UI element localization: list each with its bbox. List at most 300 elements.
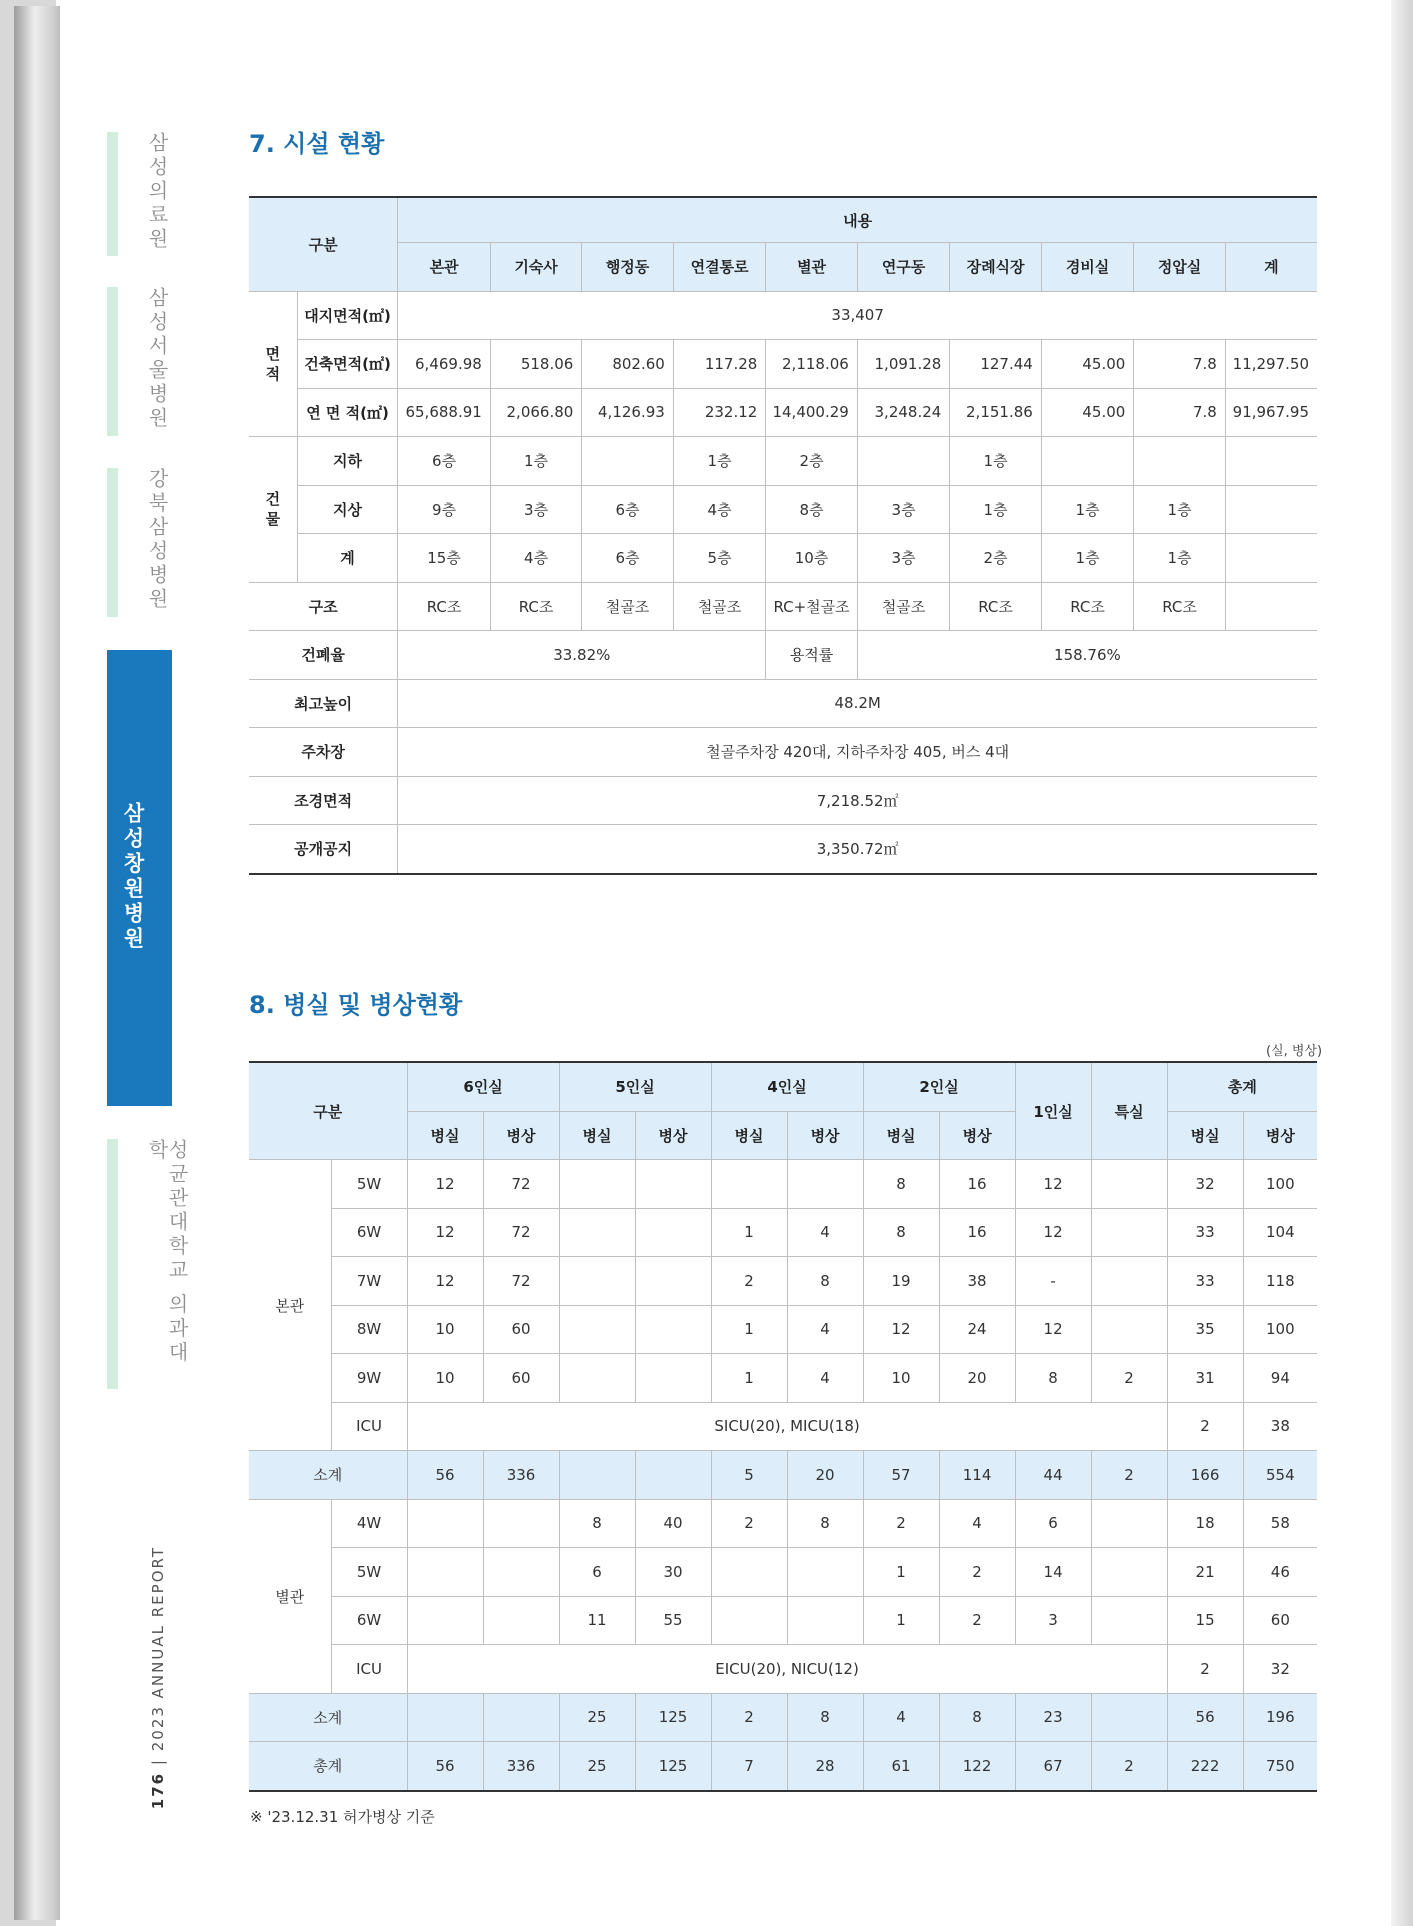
ward-row [249, 1548, 1317, 1597]
subheader-beds: 병상 [939, 1111, 1015, 1160]
value-cell: 2,151.86 [950, 388, 1042, 437]
value-cell: 3층 [490, 485, 582, 534]
value-cell: 1층 [1041, 485, 1134, 534]
value-cell [1041, 437, 1134, 486]
column-header: 기숙사 [490, 243, 582, 292]
ward-cell: 8 [787, 1257, 863, 1306]
sidebar-item-label: 강북삼성병원 [145, 468, 169, 612]
ward-cell [559, 1305, 635, 1354]
ward-row [249, 1160, 1317, 1209]
subheader-rooms: 병실 [407, 1111, 483, 1160]
building-label: 본관 [249, 1160, 331, 1451]
ward-cell [787, 1596, 863, 1645]
icu-detail: SICU(20), MICU(18) [407, 1402, 1167, 1451]
ward-cell: 60 [483, 1305, 559, 1354]
value-cell: 45.00 [1041, 340, 1134, 389]
ward-cell [483, 1596, 559, 1645]
value-cell: 6층 [582, 534, 674, 583]
ward-cell [559, 1208, 635, 1257]
sidebar-item-label: 삼성창원병원 [121, 802, 145, 952]
value-cell: 1층 [673, 437, 766, 486]
subheader-rooms: 병실 [711, 1111, 787, 1160]
value-cell: 65,688.91 [398, 388, 491, 437]
column-header: 경비실 [1041, 243, 1134, 292]
wards-table [249, 1061, 1317, 1792]
parking-value: 철골주차장 420대, 지하주차장 405, 버스 4대 [398, 728, 1317, 777]
subtotal-cell [483, 1693, 559, 1742]
ward-label: 9W [331, 1354, 407, 1403]
footer-separator: | [149, 1758, 167, 1766]
row-label: 대지면적(㎡) [297, 291, 398, 340]
value-cell: 철골조 [857, 582, 950, 631]
value-cell: 1층 [1134, 534, 1226, 583]
subheader-beds: 병상 [787, 1111, 863, 1160]
open-space-value: 3,350.72㎡ [398, 825, 1317, 874]
value-cell: 1층 [1041, 534, 1134, 583]
ward-cell: 58 [1243, 1499, 1317, 1548]
value-cell: 2,066.80 [490, 388, 582, 437]
ward-cell: 10 [407, 1354, 483, 1403]
value-cell: 철골조 [673, 582, 766, 631]
ward-cell [1091, 1499, 1167, 1548]
value-cell: 10층 [766, 534, 858, 583]
value-cell: 9층 [398, 485, 491, 534]
subtotal-cell: 57 [863, 1451, 939, 1500]
ward-cell: 40 [635, 1499, 711, 1548]
value-cell: 철골조 [582, 582, 674, 631]
ward-cell: 60 [483, 1354, 559, 1403]
icu-detail: EICU(20), NICU(12) [407, 1645, 1167, 1694]
grand-total-label: 총계 [249, 1742, 407, 1791]
value-cell: 7.8 [1134, 340, 1226, 389]
ward-cell: 31 [1167, 1354, 1243, 1403]
sidebar-item-label: 성균관대학교 의과대학 [145, 1139, 189, 1366]
grand-total-cell: 7 [711, 1742, 787, 1791]
ward-cell: 10 [863, 1354, 939, 1403]
page-number: 176 [149, 1771, 167, 1810]
icu-rooms: 2 [1167, 1645, 1243, 1694]
value-cell: 3층 [857, 485, 950, 534]
icu-rooms: 2 [1167, 1402, 1243, 1451]
header-2bed: 2인실 [863, 1062, 1015, 1111]
grand-total-cell: 122 [939, 1742, 1015, 1791]
subtotal-cell [1091, 1693, 1167, 1742]
grand-total-cell: 28 [787, 1742, 863, 1791]
value-cell: 6층 [582, 485, 674, 534]
sidebar-item-samsung-medical[interactable] [107, 132, 171, 256]
ward-cell [483, 1499, 559, 1548]
value-cell: 1층 [950, 485, 1042, 534]
height-value: 48.2M [398, 679, 1317, 728]
ward-cell [635, 1305, 711, 1354]
grand-total-cell: 2 [1091, 1742, 1167, 1791]
value-cell: 1층 [490, 437, 582, 486]
value-cell: RC조 [950, 582, 1042, 631]
ward-label: ICU [331, 1402, 407, 1451]
ward-cell [711, 1548, 787, 1597]
sidebar-item-label: 삼성서울병원 [145, 287, 169, 431]
value-cell: 15층 [398, 534, 491, 583]
value-cell: 2층 [950, 534, 1042, 583]
value-cell: 117.28 [673, 340, 766, 389]
grand-total-cell: 750 [1243, 1742, 1317, 1791]
ward-cell: 16 [939, 1160, 1015, 1209]
ward-cell: 12 [863, 1305, 939, 1354]
column-header: 연구동 [857, 243, 950, 292]
column-header: 본관 [398, 243, 491, 292]
ward-cell: 2 [1091, 1354, 1167, 1403]
grand-total-cell: 222 [1167, 1742, 1243, 1791]
ward-row [249, 1208, 1317, 1257]
ward-cell: 14 [1015, 1548, 1091, 1597]
icu-row [249, 1402, 1317, 1451]
subtotal-cell: 56 [407, 1451, 483, 1500]
ward-cell: 12 [1015, 1305, 1091, 1354]
value-cell: RC조 [398, 582, 491, 631]
value-cell: RC+철골조 [766, 582, 858, 631]
grand-total-cell: 67 [1015, 1742, 1091, 1791]
ward-cell: 4 [787, 1354, 863, 1403]
value-cell: 127.44 [950, 340, 1042, 389]
value-cell: 7.8 [1134, 388, 1226, 437]
icu-beds: 32 [1243, 1645, 1317, 1694]
value-cell: 91,967.95 [1225, 388, 1317, 437]
ward-cell: 15 [1167, 1596, 1243, 1645]
subtotal-cell: 44 [1015, 1451, 1091, 1500]
value-cell: 802.60 [582, 340, 674, 389]
header-single: 1인실 [1015, 1062, 1091, 1160]
icu-beds: 38 [1243, 1402, 1317, 1451]
subtotal-cell [635, 1451, 711, 1500]
ward-cell [1091, 1208, 1167, 1257]
ward-row [249, 1305, 1317, 1354]
landscape-value: 7,218.52㎡ [398, 776, 1317, 825]
subheader-beds: 병상 [635, 1111, 711, 1160]
value-cell: 232.12 [673, 388, 766, 437]
page-footer [151, 1546, 166, 1809]
subtotal-cell: 336 [483, 1451, 559, 1500]
ward-cell: 12 [407, 1208, 483, 1257]
far-value: 158.76% [857, 631, 1317, 680]
subheader-rooms: 병실 [559, 1111, 635, 1160]
ward-cell: 12 [407, 1160, 483, 1209]
ward-cell: 1 [711, 1305, 787, 1354]
subtotal-cell: 56 [1167, 1693, 1243, 1742]
ward-cell: 8 [863, 1160, 939, 1209]
value-cell [1225, 534, 1317, 583]
ward-cell: 2 [863, 1499, 939, 1548]
ward-cell [559, 1354, 635, 1403]
building-label: 별관 [249, 1499, 331, 1693]
row-label: 공개공지 [249, 825, 398, 874]
ward-cell: 118 [1243, 1257, 1317, 1306]
value-cell: 45.00 [1041, 388, 1134, 437]
sidebar-marker [107, 1139, 118, 1389]
ward-cell: 16 [939, 1208, 1015, 1257]
column-header: 별관 [766, 243, 858, 292]
ward-cell: - [1015, 1257, 1091, 1306]
column-header: 장례식장 [950, 243, 1042, 292]
value-cell: 2층 [766, 437, 858, 486]
header-5bed: 5인실 [559, 1062, 711, 1111]
subheader-rooms: 병실 [1167, 1111, 1243, 1160]
value-cell: RC조 [1134, 582, 1226, 631]
ward-label: 6W [331, 1596, 407, 1645]
subtotal-cell: 2 [711, 1693, 787, 1742]
book-spine [14, 6, 60, 1920]
row-label: 주차장 [249, 728, 398, 777]
ward-label: 6W [331, 1208, 407, 1257]
ward-cell: 33 [1167, 1208, 1243, 1257]
row-label: 연 면 적(㎡) [297, 388, 398, 437]
ward-cell: 35 [1167, 1305, 1243, 1354]
ward-cell [787, 1548, 863, 1597]
subtotal-cell: 8 [939, 1693, 1015, 1742]
value-cell [582, 437, 674, 486]
ward-cell [1091, 1257, 1167, 1306]
header-4bed: 4인실 [711, 1062, 863, 1111]
ward-cell: 100 [1243, 1160, 1317, 1209]
ward-cell: 11 [559, 1596, 635, 1645]
row-label: 건축면적(㎡) [297, 340, 398, 389]
ward-cell: 33 [1167, 1257, 1243, 1306]
subtotal-cell: 2 [1091, 1451, 1167, 1500]
value-cell: 3,248.24 [857, 388, 950, 437]
icu-row [249, 1645, 1317, 1694]
ward-cell: 38 [939, 1257, 1015, 1306]
value-cell: 4층 [490, 534, 582, 583]
ward-cell [1091, 1596, 1167, 1645]
subtotal-row [249, 1693, 1317, 1742]
row-label: 건폐율 [249, 631, 398, 680]
subtotal-cell: 196 [1243, 1693, 1317, 1742]
ward-cell: 46 [1243, 1548, 1317, 1597]
ward-cell [559, 1160, 635, 1209]
row-label: 계 [297, 534, 398, 583]
footnote: ※ '23.12.31 허가병상 기준 [250, 1808, 435, 1826]
header-group: 구분 [249, 197, 398, 291]
subtotal-cell: 20 [787, 1451, 863, 1500]
sidebar-item-changwon[interactable] [107, 650, 172, 1106]
subtotal-cell: 25 [559, 1693, 635, 1742]
grand-total-cell: 125 [635, 1742, 711, 1791]
ward-label: 4W [331, 1499, 407, 1548]
value-cell: 1층 [1134, 485, 1226, 534]
subtotal-cell: 5 [711, 1451, 787, 1500]
column-header: 계 [1225, 243, 1317, 292]
sidebar-marker [107, 287, 118, 436]
ward-cell [1091, 1160, 1167, 1209]
ward-cell: 21 [1167, 1548, 1243, 1597]
page-edge [1391, 0, 1413, 1926]
grand-total-cell: 336 [483, 1742, 559, 1791]
building-group-label: 건 물 [249, 437, 297, 583]
site-area-value: 33,407 [398, 291, 1317, 340]
ward-cell: 18 [1167, 1499, 1243, 1548]
ward-cell: 12 [407, 1257, 483, 1306]
value-cell: 518.06 [490, 340, 582, 389]
area-group-label: 면 적 [249, 291, 297, 437]
grand-total-row [249, 1742, 1317, 1791]
header-6bed: 6인실 [407, 1062, 559, 1111]
ward-label: 7W [331, 1257, 407, 1306]
value-cell: 14,400.29 [766, 388, 858, 437]
subtotal-cell: 23 [1015, 1693, 1091, 1742]
ward-cell: 10 [407, 1305, 483, 1354]
value-cell: 3층 [857, 534, 950, 583]
grand-total-cell: 25 [559, 1742, 635, 1791]
value-cell: RC조 [490, 582, 582, 631]
ward-cell [559, 1257, 635, 1306]
ward-cell [635, 1354, 711, 1403]
ward-cell [407, 1548, 483, 1597]
ward-cell [483, 1548, 559, 1597]
ward-cell: 8 [787, 1499, 863, 1548]
ward-cell: 12 [1015, 1208, 1091, 1257]
ward-row [249, 1257, 1317, 1306]
value-cell: RC조 [1041, 582, 1134, 631]
ward-cell: 8 [1015, 1354, 1091, 1403]
value-cell: 11,297.50 [1225, 340, 1317, 389]
ward-cell: 55 [635, 1596, 711, 1645]
ward-cell: 94 [1243, 1354, 1317, 1403]
ward-cell: 2 [939, 1548, 1015, 1597]
grand-total-cell: 61 [863, 1742, 939, 1791]
facilities-table [249, 196, 1317, 875]
column-header: 정압실 [1134, 243, 1226, 292]
value-cell: 6층 [398, 437, 491, 486]
subheader-beds: 병상 [483, 1111, 559, 1160]
ward-cell: 19 [863, 1257, 939, 1306]
ward-cell [1091, 1305, 1167, 1354]
ward-cell [711, 1160, 787, 1209]
value-cell [1134, 437, 1226, 486]
ward-cell: 6 [1015, 1499, 1091, 1548]
ward-cell [635, 1208, 711, 1257]
ward-cell: 4 [787, 1208, 863, 1257]
ward-cell [1091, 1548, 1167, 1597]
section-title-wards: 8. 병실 및 병상현황 [249, 991, 463, 1019]
ward-cell: 100 [1243, 1305, 1317, 1354]
ward-cell [711, 1596, 787, 1645]
ward-cell: 1 [863, 1548, 939, 1597]
row-label: 구조 [249, 582, 398, 631]
header-group: 구분 [249, 1062, 407, 1160]
ward-cell [635, 1257, 711, 1306]
ward-label: 5W [331, 1548, 407, 1597]
value-cell: 4층 [673, 485, 766, 534]
sidebar-item-seoul[interactable] [107, 287, 171, 436]
ward-cell: 2 [711, 1499, 787, 1548]
ward-cell [407, 1499, 483, 1548]
ward-cell [635, 1160, 711, 1209]
value-cell [1225, 485, 1317, 534]
subtotal-cell [407, 1693, 483, 1742]
value-cell: 1,091.28 [857, 340, 950, 389]
ward-cell: 72 [483, 1208, 559, 1257]
subtotal-label: 소계 [249, 1451, 407, 1500]
value-cell: 6,469.98 [398, 340, 491, 389]
subtotal-label: 소계 [249, 1693, 407, 1742]
ward-cell: 24 [939, 1305, 1015, 1354]
ward-cell [787, 1160, 863, 1209]
sidebar-item-kangbuk[interactable] [107, 468, 171, 617]
ward-label: ICU [331, 1645, 407, 1694]
ward-cell: 1 [711, 1208, 787, 1257]
column-header: 행정동 [582, 243, 674, 292]
row-label: 최고높이 [249, 679, 398, 728]
ward-cell: 8 [559, 1499, 635, 1548]
header-content: 내용 [398, 197, 1317, 243]
value-cell: 2,118.06 [766, 340, 858, 389]
subtotal-cell: 8 [787, 1693, 863, 1742]
ward-cell: 20 [939, 1354, 1015, 1403]
header-total: 총계 [1167, 1062, 1317, 1111]
ward-cell: 8 [863, 1208, 939, 1257]
sidebar-item-label: 삼성의료원 [145, 132, 169, 252]
subheader-rooms: 병실 [863, 1111, 939, 1160]
subtotal-cell: 554 [1243, 1451, 1317, 1500]
ward-cell: 1 [711, 1354, 787, 1403]
ward-cell: 60 [1243, 1596, 1317, 1645]
coverage-value: 33.82% [398, 631, 766, 680]
sidebar-marker [107, 132, 118, 256]
header-special: 특실 [1091, 1062, 1167, 1160]
unit-label: (실, 병상) [1266, 1044, 1323, 1059]
ward-cell: 2 [711, 1257, 787, 1306]
row-label: 지상 [297, 485, 398, 534]
ward-cell: 3 [1015, 1596, 1091, 1645]
value-cell [1225, 582, 1317, 631]
row-label: 조경면적 [249, 776, 398, 825]
section-title-facilities: 7. 시설 현황 [249, 130, 385, 158]
ward-cell: 72 [483, 1160, 559, 1209]
subtotal-cell: 166 [1167, 1451, 1243, 1500]
column-header: 연결통로 [673, 243, 766, 292]
ward-cell: 30 [635, 1548, 711, 1597]
value-cell [857, 437, 950, 486]
ward-cell [407, 1596, 483, 1645]
value-cell: 5층 [673, 534, 766, 583]
ward-cell: 72 [483, 1257, 559, 1306]
ward-row [249, 1499, 1317, 1548]
report-title: 2023 ANNUAL REPORT [149, 1546, 167, 1752]
ward-cell: 6 [559, 1548, 635, 1597]
value-cell: 1층 [950, 437, 1042, 486]
ward-cell: 104 [1243, 1208, 1317, 1257]
ward-row [249, 1596, 1317, 1645]
subtotal-row [249, 1451, 1317, 1500]
ward-cell: 12 [1015, 1160, 1091, 1209]
ward-label: 8W [331, 1305, 407, 1354]
ward-cell: 1 [863, 1596, 939, 1645]
ward-row [249, 1354, 1317, 1403]
grand-total-cell: 56 [407, 1742, 483, 1791]
subtotal-cell: 114 [939, 1451, 1015, 1500]
subheader-beds: 병상 [1243, 1111, 1317, 1160]
ward-cell: 4 [787, 1305, 863, 1354]
value-cell: 4,126.93 [582, 388, 674, 437]
value-cell: 8층 [766, 485, 858, 534]
row-label: 지하 [297, 437, 398, 486]
value-cell [1225, 437, 1317, 486]
ward-cell: 32 [1167, 1160, 1243, 1209]
ward-cell: 2 [939, 1596, 1015, 1645]
far-label: 용적률 [766, 631, 858, 680]
sidebar-marker [107, 468, 118, 617]
ward-label: 5W [331, 1160, 407, 1209]
sidebar-item-skku-medicine[interactable] [107, 1139, 189, 1389]
